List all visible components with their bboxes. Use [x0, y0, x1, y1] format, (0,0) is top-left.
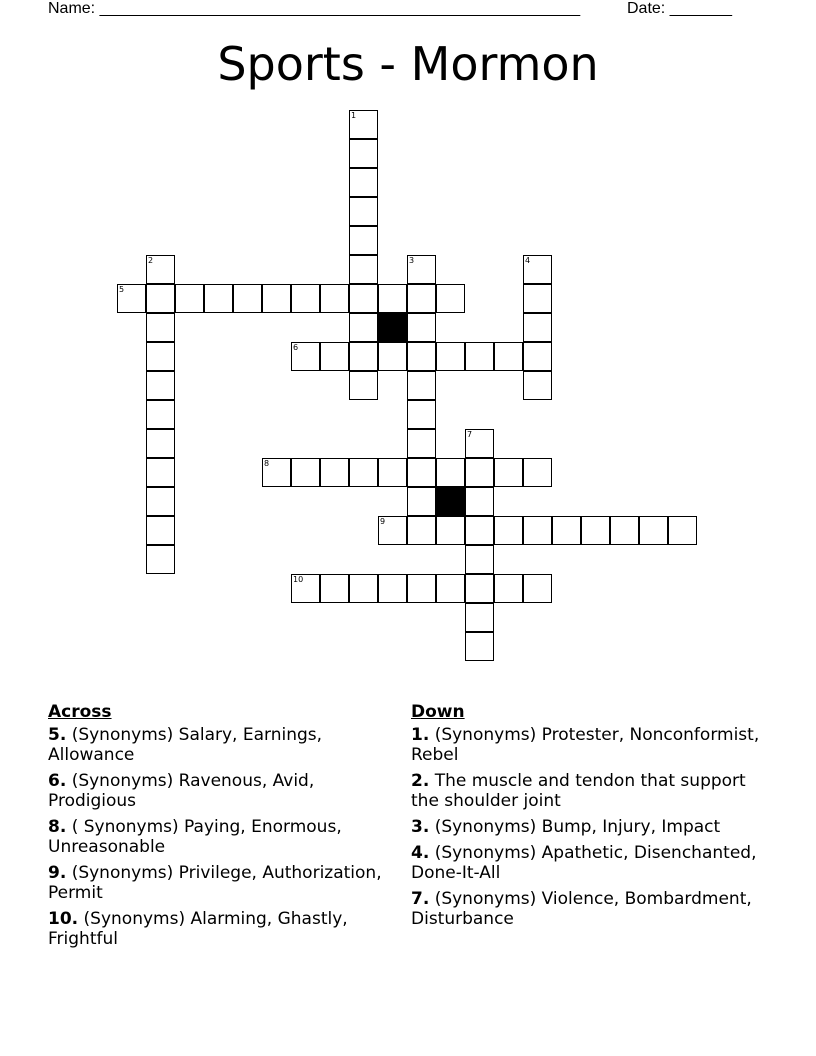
clue-number: 5 [119, 285, 125, 294]
grid-cell[interactable] [494, 458, 523, 487]
grid-cell[interactable] [146, 516, 175, 545]
grid-cell[interactable] [378, 284, 407, 313]
grid-cell[interactable] [175, 284, 204, 313]
grid-cell[interactable] [523, 458, 552, 487]
grid-cell[interactable] [349, 458, 378, 487]
grid-cell[interactable] [262, 284, 291, 313]
grid-cell[interactable] [523, 516, 552, 545]
clue-number: 9 [380, 517, 386, 526]
clue-number: 6. [48, 771, 67, 791]
date-field-label[interactable]: Date: _______ [627, 0, 732, 17]
grid-cell[interactable] [465, 603, 494, 632]
grid-cell[interactable] [523, 371, 552, 400]
grid-cell[interactable] [146, 371, 175, 400]
name-field-label[interactable]: Name: ______________________________________________________ [48, 0, 581, 17]
grid-cell[interactable] [233, 284, 262, 313]
grid-cell[interactable] [349, 574, 378, 603]
clue-text: (Synonyms) Apathetic, Disenchanted, Done-It-All [411, 843, 757, 883]
grid-cell[interactable] [378, 516, 407, 545]
grid-cell[interactable] [436, 342, 465, 371]
clue-number: 3 [409, 256, 415, 265]
grid-cell[interactable] [436, 284, 465, 313]
clue-text: (Synonyms) Salary, Earnings, Allowance [48, 725, 323, 765]
grid-cell[interactable] [146, 284, 175, 313]
clue-text: ( Synonyms) Paying, Enormous, Unreasonable [48, 817, 342, 857]
grid-cell[interactable] [146, 400, 175, 429]
grid-cell[interactable] [465, 632, 494, 661]
across-clue [48, 771, 388, 811]
grid-cell[interactable] [523, 574, 552, 603]
grid-cell[interactable] [349, 197, 378, 226]
grid-cell[interactable] [465, 342, 494, 371]
grid-cell[interactable] [668, 516, 697, 545]
puzzle-title: Sports - Mormon [217, 37, 599, 91]
grid-cell[interactable] [291, 574, 320, 603]
grid-cell[interactable] [407, 458, 436, 487]
grid-cell[interactable] [349, 226, 378, 255]
grid-cell[interactable] [146, 429, 175, 458]
down-clue [411, 843, 761, 883]
clue-number: 8. [48, 817, 67, 837]
clue-number: 2 [148, 256, 154, 265]
down-clue [411, 889, 761, 929]
across-clue [48, 863, 388, 903]
grid-cell[interactable] [436, 574, 465, 603]
grid-cell[interactable] [262, 458, 291, 487]
clue-number: 6 [293, 343, 299, 352]
grid-cell[interactable] [465, 458, 494, 487]
grid-cell[interactable] [407, 255, 436, 284]
grid-cell[interactable] [407, 487, 436, 516]
grid-cell[interactable] [407, 342, 436, 371]
grid-cell[interactable] [407, 313, 436, 342]
grid-cell[interactable] [349, 313, 378, 342]
grid-cell[interactable] [494, 516, 523, 545]
grid-cell[interactable] [610, 516, 639, 545]
grid-cell[interactable] [407, 429, 436, 458]
grid-cell[interactable] [378, 574, 407, 603]
down-clue [411, 817, 761, 837]
grid-cell[interactable] [146, 545, 175, 574]
grid-cell[interactable] [146, 458, 175, 487]
clue-number: 10. [48, 909, 79, 929]
grid-cell[interactable] [291, 342, 320, 371]
grid-cell[interactable] [320, 458, 349, 487]
clue-number: 7. [411, 889, 430, 909]
grid-cell[interactable] [291, 284, 320, 313]
clue-number: 8 [264, 459, 270, 468]
across-heading: Across [48, 702, 112, 722]
grid-cell[interactable] [465, 574, 494, 603]
grid-cell[interactable] [465, 429, 494, 458]
grid-cell[interactable] [552, 516, 581, 545]
clue-number: 5. [48, 725, 67, 745]
grid-cell[interactable] [407, 516, 436, 545]
clue-number: 7 [467, 430, 473, 439]
down-clues [411, 702, 761, 935]
grid-cell[interactable] [378, 342, 407, 371]
blocked-cell [436, 487, 465, 516]
clue-number: 4 [525, 256, 531, 265]
clue-number: 9. [48, 863, 67, 883]
grid-cell[interactable] [204, 284, 233, 313]
grid-cell[interactable] [523, 255, 552, 284]
clue-number: 2. [411, 771, 430, 791]
grid-cell[interactable] [349, 284, 378, 313]
grid-cell[interactable] [581, 516, 610, 545]
grid-cell[interactable] [349, 371, 378, 400]
clue-number: 4. [411, 843, 430, 863]
grid-cell[interactable] [639, 516, 668, 545]
grid-cell[interactable] [494, 574, 523, 603]
grid-cell[interactable] [378, 458, 407, 487]
down-clue [411, 771, 761, 811]
grid-cell[interactable] [146, 255, 175, 284]
across-clues [48, 702, 388, 955]
grid-cell[interactable] [320, 342, 349, 371]
grid-cell[interactable] [465, 516, 494, 545]
grid-cell[interactable] [349, 110, 378, 139]
grid-cell[interactable] [407, 574, 436, 603]
across-clue [48, 725, 388, 765]
grid-cell[interactable] [407, 284, 436, 313]
grid-cell[interactable] [349, 139, 378, 168]
down-heading: Down [411, 702, 465, 722]
grid-cell[interactable] [349, 255, 378, 284]
grid-cell[interactable] [291, 458, 320, 487]
clue-number: 1 [351, 111, 357, 120]
clue-text: (Synonyms) Violence, Bombardment, Disturbance [411, 889, 752, 929]
grid-cell[interactable] [407, 371, 436, 400]
grid-cell[interactable] [320, 284, 349, 313]
grid-cell[interactable] [436, 516, 465, 545]
grid-cell[interactable] [117, 284, 146, 313]
grid-cell[interactable] [523, 313, 552, 342]
clue-text: (Synonyms) Bump, Injury, Impact [434, 817, 721, 837]
blocked-cell [378, 313, 407, 342]
grid-cell[interactable] [436, 458, 465, 487]
grid-cell[interactable] [465, 545, 494, 574]
clue-text: The muscle and tendon that support the shoulder joint [411, 771, 746, 811]
grid-cell[interactable] [494, 342, 523, 371]
grid-cell[interactable] [523, 342, 552, 371]
grid-cell[interactable] [320, 574, 349, 603]
grid-cell[interactable] [407, 400, 436, 429]
down-clue [411, 725, 761, 765]
grid-cell[interactable] [146, 342, 175, 371]
clue-text: (Synonyms) Privilege, Authorization, Permit [48, 863, 382, 903]
clue-text: (Synonyms) Ravenous, Avid, Prodigious [48, 771, 315, 811]
clue-text: (Synonyms) Protester, Nonconformist, Rebel [411, 725, 760, 765]
grid-cell[interactable] [146, 487, 175, 516]
grid-cell[interactable] [349, 342, 378, 371]
grid-cell[interactable] [523, 284, 552, 313]
grid-cell[interactable] [465, 487, 494, 516]
grid-cell[interactable] [349, 168, 378, 197]
across-clue [48, 909, 388, 949]
across-clue [48, 817, 388, 857]
clue-number: 1. [411, 725, 430, 745]
clue-text: (Synonyms) Alarming, Ghastly, Frightful [48, 909, 348, 949]
clue-number: 10 [293, 575, 304, 584]
grid-cell[interactable] [146, 313, 175, 342]
clue-number: 3. [411, 817, 430, 837]
